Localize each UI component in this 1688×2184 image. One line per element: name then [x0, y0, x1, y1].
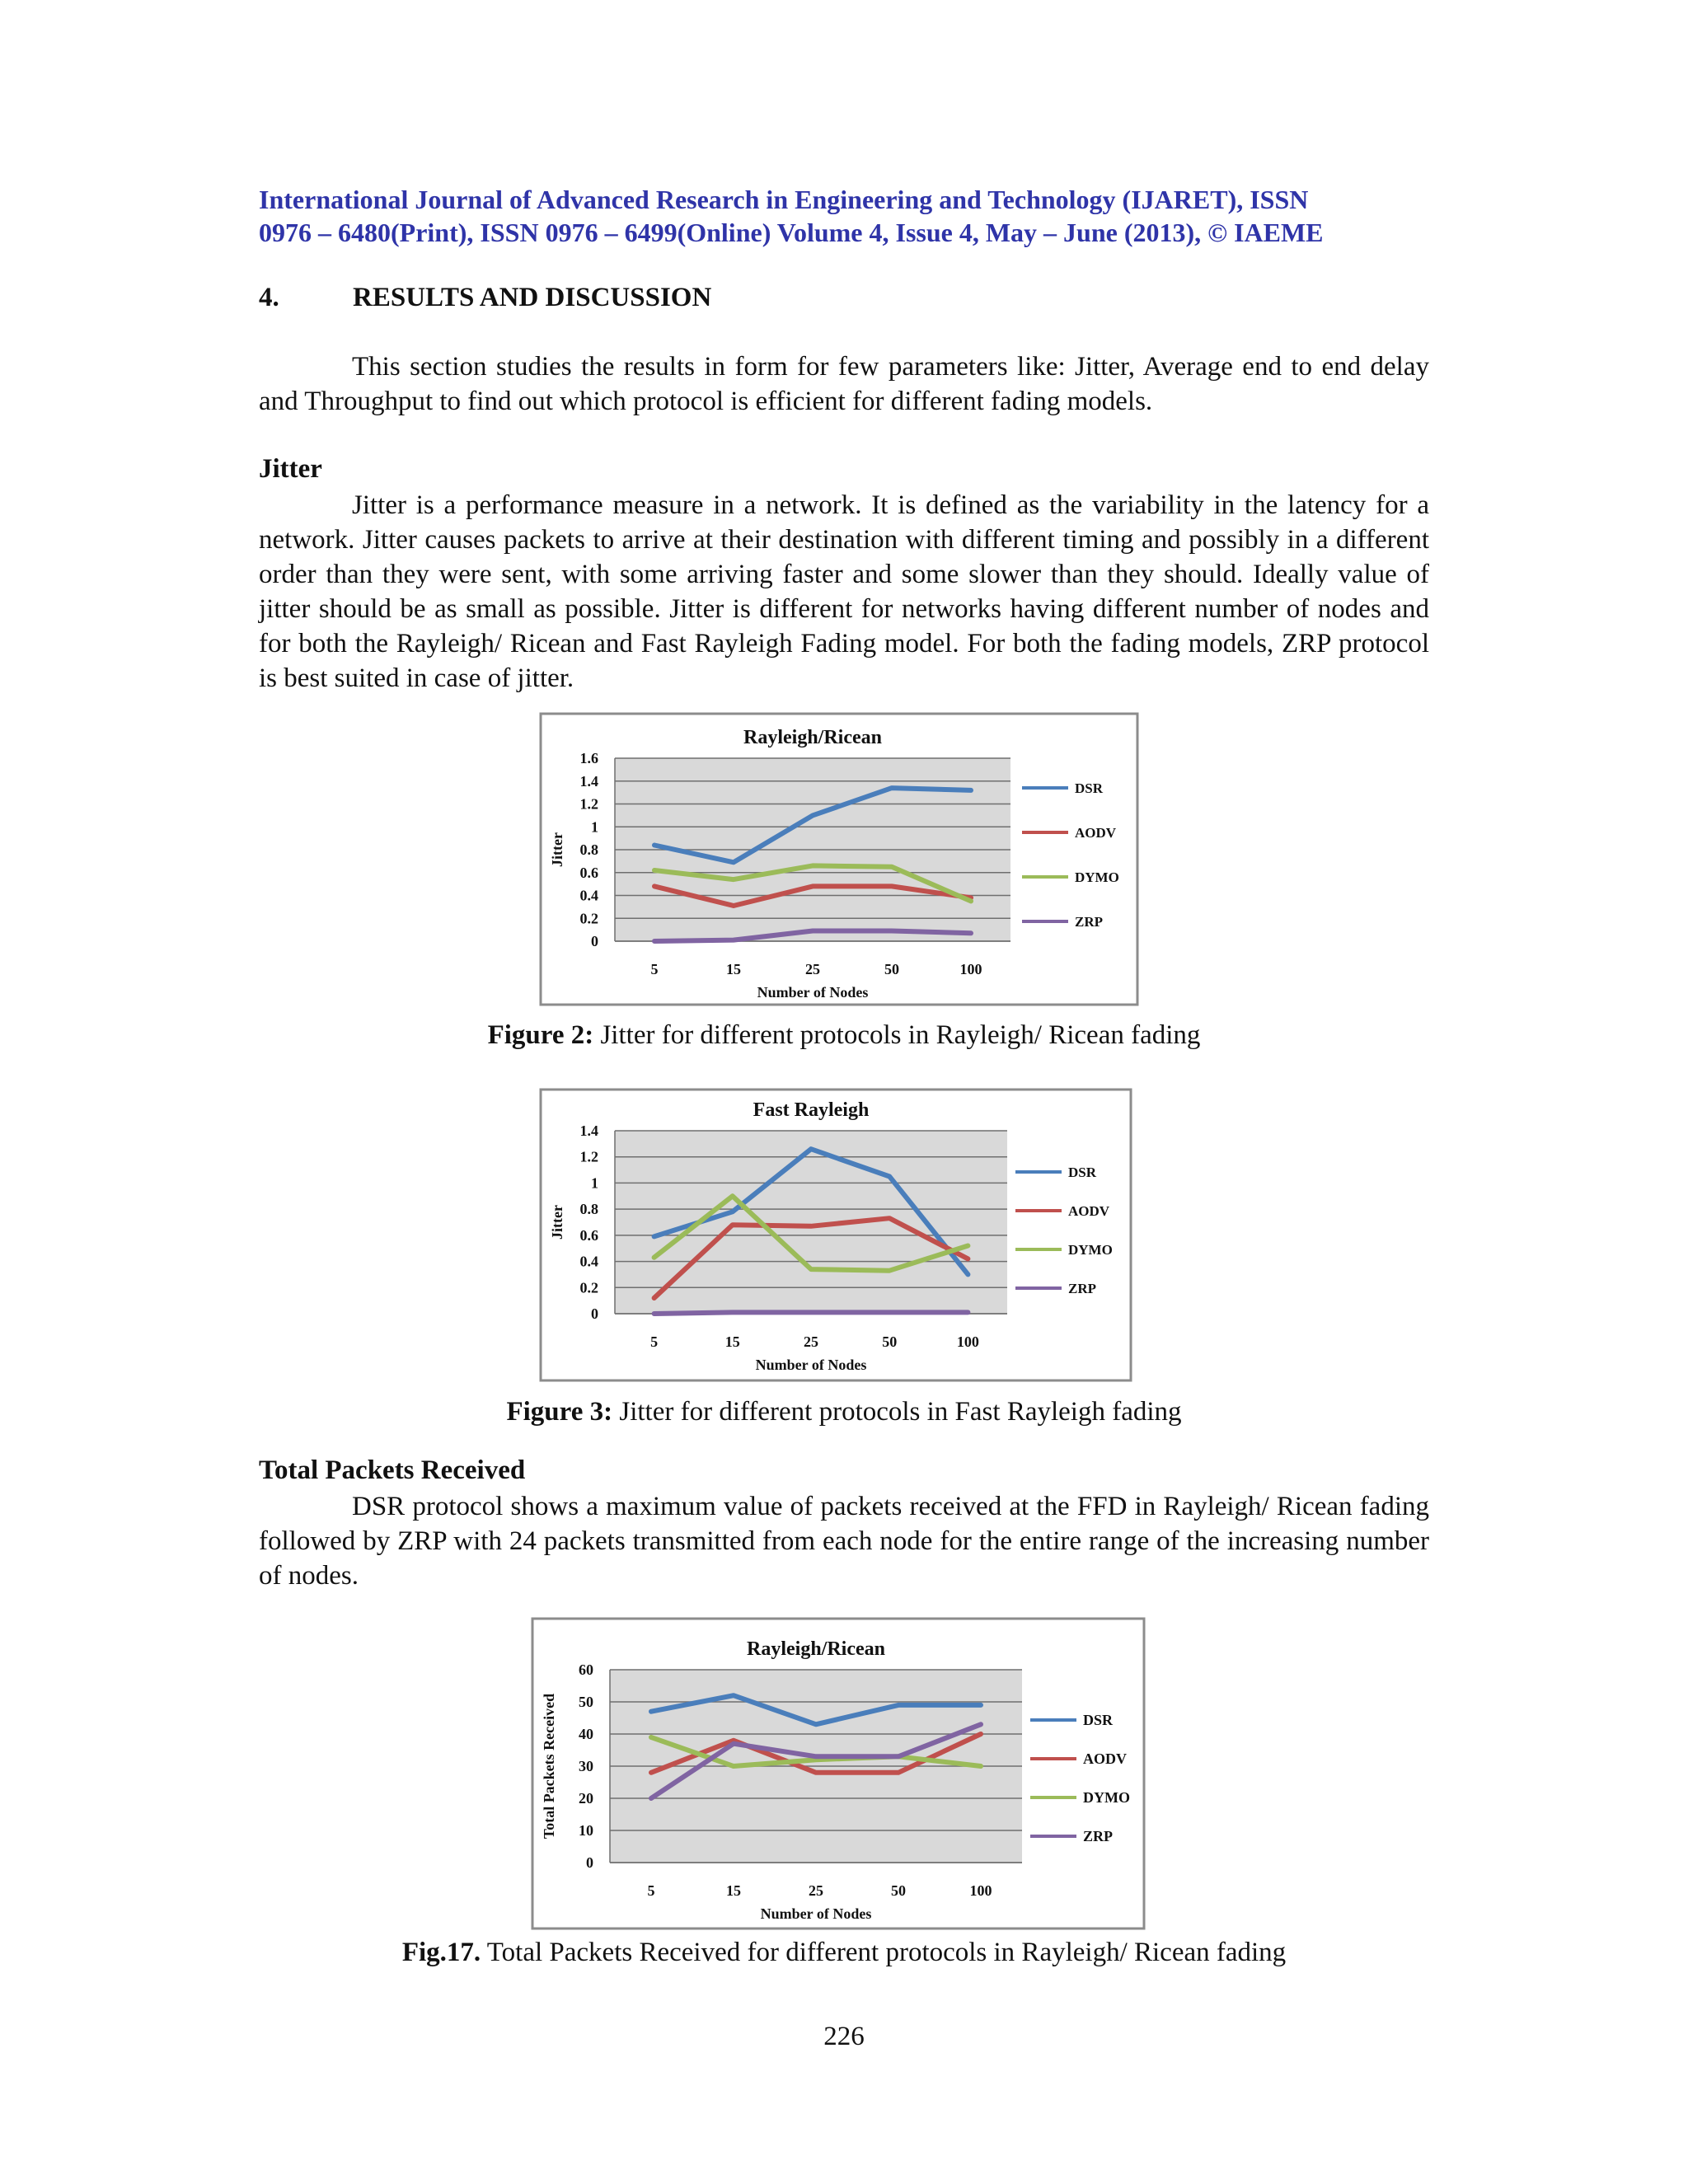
packets-heading: Total Packets Received — [259, 1455, 526, 1485]
data-point-dymo — [732, 1765, 736, 1769]
figure-3-caption — [0, 1397, 1688, 1427]
figure-2-text: Jitter for different protocols in Rayleigh/ Ricean fading — [593, 1020, 1201, 1050]
y-tick-label: 60 — [579, 1661, 593, 1678]
intro-paragraph — [259, 349, 1429, 419]
packets-paragraph — [259, 1489, 1429, 1593]
data-point-dymo — [890, 865, 894, 869]
data-point-dsr — [652, 1235, 656, 1239]
jitter-text: Jitter is a performance measure in a network. It is defined as the variability in the latency for a network. Jitter causes packets to arrive at their destination with different timing and possibly in a different order than they were sent, with some arriving faster and some slower than they should. Ideally value of jitter should be as small as possible. Jitter is different for networks having different number of nodes and for both the Rayleigh/ Ricean and Fast Rayleigh Fading model. For both the fading models, ZRP protocol is best suited in case of jitter. — [259, 490, 1429, 693]
legend-label-aodv: AODV — [1068, 1203, 1110, 1219]
data-point-zrp — [890, 929, 894, 933]
x-axis-title: Number of Nodes — [760, 1905, 872, 1922]
legend-label-dymo: DYMO — [1083, 1789, 1130, 1806]
data-point-dymo — [653, 868, 657, 872]
data-point-aodv — [979, 1732, 983, 1736]
data-point-dymo — [730, 1194, 734, 1198]
y-tick-label: 0.4 — [579, 1253, 598, 1270]
y-tick-label: 30 — [579, 1758, 593, 1774]
data-point-dsr — [809, 1147, 814, 1151]
data-point-dymo — [809, 1268, 814, 1272]
y-tick-label: 0.6 — [579, 1226, 598, 1244]
y-axis-title: Jitter — [549, 1205, 565, 1240]
legend-label-dsr: DSR — [1083, 1712, 1114, 1728]
data-point-dymo — [649, 1735, 654, 1739]
data-point-zrp — [732, 1741, 736, 1746]
plot-area — [615, 1131, 1007, 1314]
data-point-dymo — [732, 878, 736, 882]
legend-label-zrp: ZRP — [1068, 1281, 1096, 1296]
data-point-aodv — [890, 884, 894, 888]
data-point-dsr — [814, 1722, 818, 1727]
y-tick-label: 1.6 — [579, 750, 598, 766]
data-point-aodv — [966, 1257, 970, 1261]
x-tick-label: 100 — [959, 961, 982, 977]
x-tick-label: 15 — [726, 961, 741, 977]
legend-label-dsr: DSR — [1068, 1165, 1097, 1180]
intro-text: This section studies the results in form for few parameters like: Jitter, Average end to end delay and Throughput to find out which protocol is efficient for different fading models. — [259, 352, 1429, 416]
x-tick-label: 15 — [724, 1333, 740, 1350]
figure-2-label: Figure 2: — [487, 1020, 594, 1050]
y-tick-label: 1 — [591, 818, 598, 836]
x-axis-title: Number of Nodes — [757, 984, 869, 1001]
section-number: 4. — [259, 283, 279, 312]
data-point-zrp — [653, 940, 657, 944]
x-tick-label: 25 — [805, 961, 820, 977]
y-tick-label: 0.2 — [579, 910, 598, 927]
x-tick-label: 5 — [647, 1882, 655, 1899]
y-tick-label: 0 — [586, 1854, 593, 1871]
data-point-dymo — [966, 1244, 970, 1248]
data-point-zrp — [888, 1310, 892, 1315]
legend-label-zrp: ZRP — [1075, 914, 1103, 930]
y-tick-label: 0.2 — [579, 1279, 598, 1296]
data-point-aodv — [649, 1770, 654, 1774]
x-tick-label: 15 — [726, 1882, 741, 1899]
data-point-aodv — [809, 1224, 814, 1228]
data-point-aodv — [652, 1296, 656, 1300]
data-point-aodv — [811, 884, 815, 888]
data-point-zrp — [809, 1310, 814, 1315]
legend-label-dymo: DYMO — [1075, 869, 1119, 885]
data-point-dsr — [730, 1210, 734, 1214]
jitter-rayleigh-ricean-chart — [539, 712, 1139, 1006]
journal-header — [259, 183, 1429, 249]
y-tick-label: 1.2 — [579, 1148, 598, 1165]
y-tick-label: 1.4 — [579, 1122, 598, 1139]
data-point-dsr — [649, 1709, 654, 1713]
jitter-fast-rayleigh-chart — [539, 1088, 1132, 1382]
figure-3-text: Jitter for different protocols in Fast Rayleigh fading — [612, 1397, 1182, 1427]
chart-title: Rayleigh/Ricean — [747, 1638, 885, 1660]
data-point-aodv — [888, 1216, 892, 1221]
y-tick-label: 1.2 — [579, 795, 598, 813]
figure-3-label: Figure 3: — [506, 1397, 613, 1427]
data-point-aodv — [732, 903, 736, 907]
journal-header-line-1: International Journal of Advanced Research in Engineering and Technology (IJARET), ISSN — [259, 185, 1309, 214]
x-tick-label: 50 — [884, 961, 899, 977]
y-tick-label: 0.4 — [579, 887, 598, 904]
x-tick-label: 5 — [650, 961, 659, 977]
chart-title: Rayleigh/Ricean — [743, 727, 882, 748]
x-tick-label: 5 — [650, 1333, 659, 1350]
data-point-aodv — [730, 1223, 734, 1227]
y-tick-label: 0 — [591, 1305, 598, 1322]
data-point-zrp — [649, 1797, 654, 1801]
x-tick-label: 100 — [956, 1333, 979, 1350]
data-point-dsr — [979, 1703, 983, 1707]
section-title: RESULTS AND DISCUSSION — [353, 283, 712, 312]
data-point-zrp — [730, 1310, 734, 1315]
legend-label-dsr: DSR — [1075, 780, 1104, 796]
figure-17-label: Fig.17. — [401, 1938, 481, 1967]
x-tick-label: 50 — [891, 1882, 906, 1899]
data-point-dsr — [969, 788, 973, 792]
data-point-aodv — [653, 884, 657, 888]
data-point-aodv — [814, 1770, 818, 1774]
legend-label-dymo: DYMO — [1068, 1242, 1113, 1258]
data-point-dsr — [966, 1272, 970, 1277]
y-tick-label: 0.8 — [579, 841, 598, 858]
data-point-dymo — [652, 1255, 656, 1259]
data-point-dymo — [979, 1765, 983, 1769]
data-point-dsr — [732, 860, 736, 865]
data-point-zrp — [966, 1310, 970, 1315]
y-tick-label: 50 — [579, 1694, 593, 1710]
page-number: 226 — [823, 2022, 865, 2051]
data-point-dsr — [653, 843, 657, 847]
jitter-paragraph — [259, 488, 1429, 696]
data-point-zrp — [652, 1312, 656, 1316]
packets-text: DSR protocol shows a maximum value of packets received at the FFD in Rayleigh/ Ricean fading followed by ZRP with 24 packets transmitted from each node for the entire range of the increasing number of nodes. — [259, 1492, 1429, 1591]
legend-label-zrp: ZRP — [1083, 1828, 1113, 1844]
section-heading — [259, 283, 711, 313]
data-point-dsr — [732, 1694, 736, 1698]
y-axis-title: Total Packets Received — [541, 1693, 557, 1840]
y-axis-title: Jitter — [549, 832, 565, 867]
data-point-zrp — [814, 1755, 818, 1759]
data-point-dymo — [888, 1268, 892, 1272]
jitter-heading: Jitter — [259, 454, 322, 484]
y-tick-label: 0 — [591, 933, 598, 949]
chart-title: Fast Rayleigh — [753, 1099, 870, 1121]
x-tick-label: 50 — [882, 1333, 898, 1350]
x-tick-label: 25 — [809, 1882, 823, 1899]
data-point-aodv — [897, 1770, 901, 1774]
data-point-zrp — [811, 929, 815, 933]
figure-2-caption — [0, 1020, 1688, 1051]
data-point-dsr — [811, 813, 815, 818]
x-axis-title: Number of Nodes — [755, 1357, 867, 1373]
data-point-dymo — [811, 864, 815, 868]
figure-17-text: Total Packets Received for different protocols in Rayleigh/ Ricean fading — [481, 1938, 1287, 1967]
y-tick-label: 40 — [579, 1726, 593, 1742]
legend-label-aodv: AODV — [1083, 1750, 1127, 1767]
figure-17-caption — [0, 1938, 1688, 1968]
data-point-dsr — [888, 1174, 892, 1179]
x-tick-label: 25 — [804, 1333, 818, 1350]
packets-rayleigh-ricean-chart — [531, 1617, 1146, 1930]
legend-label-aodv: AODV — [1075, 825, 1117, 841]
y-tick-label: 0.8 — [579, 1201, 598, 1218]
y-tick-label: 20 — [579, 1790, 593, 1807]
data-point-zrp — [897, 1755, 901, 1759]
x-tick-label: 100 — [969, 1882, 992, 1899]
data-point-zrp — [979, 1722, 983, 1727]
data-point-zrp — [969, 931, 973, 935]
y-tick-label: 1 — [591, 1174, 598, 1192]
journal-header-line-2: 0976 – 6480(Print), ISSN 0976 – 6499(Online) Volume 4, Issue 4, May – June (2013), © IAEME — [259, 218, 1324, 247]
data-point-dsr — [897, 1703, 901, 1707]
y-tick-label: 0.6 — [579, 864, 598, 881]
data-point-zrp — [732, 938, 736, 942]
y-tick-label: 1.4 — [579, 772, 598, 790]
data-point-dsr — [890, 786, 894, 790]
y-tick-label: 10 — [579, 1822, 593, 1839]
data-point-dymo — [969, 899, 973, 903]
